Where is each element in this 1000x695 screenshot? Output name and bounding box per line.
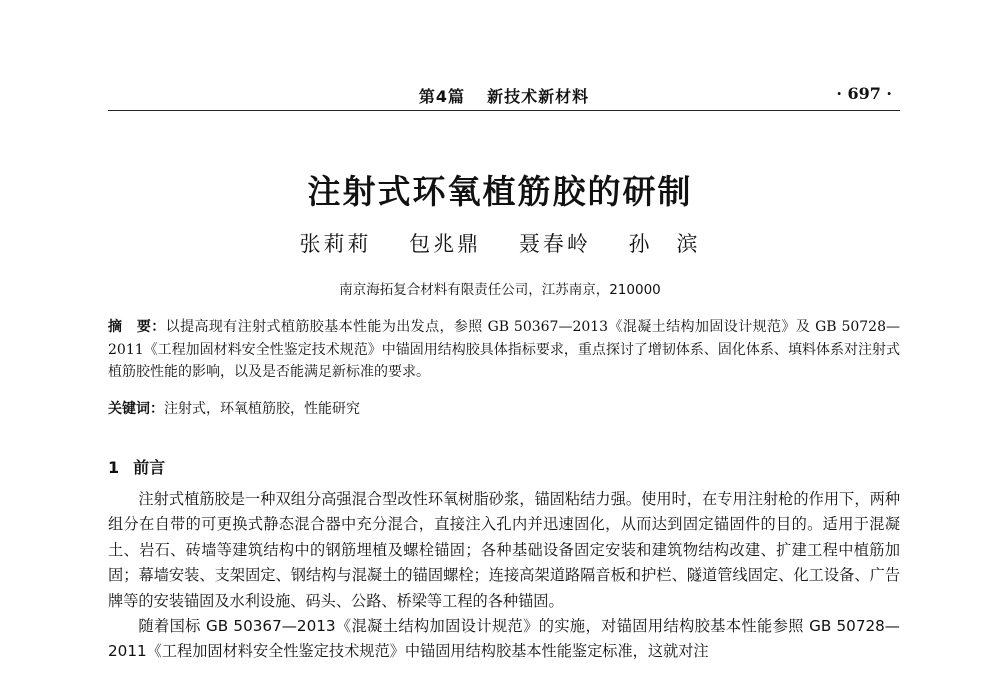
- section-title: 前言: [133, 458, 166, 477]
- section-label: 第4篇: [418, 87, 466, 106]
- author-name: 聂春岭: [518, 232, 591, 256]
- section-body: [108, 487, 900, 665]
- abstract: [108, 316, 900, 384]
- author-name: 包兆鼎: [409, 232, 482, 256]
- keywords-label: 关键词：: [108, 401, 164, 417]
- paper-title: 注射式环氧植筋胶的研制: [307, 172, 693, 211]
- author-list: [0, 228, 1000, 258]
- section-number: 1: [108, 458, 120, 477]
- keywords: [108, 398, 900, 420]
- page-number: · 697 ·: [836, 84, 892, 103]
- section-title: 新技术新材料: [487, 87, 590, 106]
- abstract-label: 摘 要：: [108, 319, 166, 335]
- running-header: [108, 80, 900, 111]
- author-name: 孙 滨: [628, 232, 701, 256]
- body-paragraph: 注射式植筋胶是一种双组分高强混合型改性环氧树脂砂浆，锚固粘结力强。使用时，在专用注射枪的作用下，两种组分在自带的可更换式静态混合器中充分混合，直接注入孔内并迅速固化，从而达到固定锚固件的目的。适用于混凝土、岩石、砖墙等建筑结构中的钢筋埋植及螺栓锚固；各种基础设备固定安装和建筑物结构改建、扩建工程中植筋加固；幕墙安装、支架固定、钢结构与混凝土的锚固螺栓；连接高架道路隔音板和护栏、隧道管线固定、化工设备、广告牌等的安装锚固及水利设施、码头、公路、桥梁等工程的各种锚固。: [108, 490, 900, 610]
- running-title: [108, 84, 900, 107]
- keywords-text: 注射式，环氧植筋胶，性能研究: [164, 401, 360, 417]
- section-heading: [108, 455, 165, 478]
- affiliation: 南京海拓复合材料有限责任公司，江苏南京，210000: [339, 282, 661, 298]
- body-paragraph: 随着国标 GB 50367—2013《混凝土结构加固设计规范》的实施，对锚固用结构胶基本性能参照 GB 50728—2011《工程加固材料安全性鉴定技术规范》中锚固用结构胶基本性能鉴定标准，这就对注: [108, 617, 900, 661]
- author-name: 张莉莉: [299, 232, 372, 256]
- abstract-text: 以提高现有注射式植筋胶基本性能为出发点，参照 GB 50367—2013《混凝土结构加固设计规范》及 GB 50728—2011《工程加固材料安全性鉴定技术规范》中锚固用结构胶具体指标要求，重点探讨了增韧体系、固化体系、填料体系对注射式植筋胶性能的影响，以及是否能满足新标准的要求。: [108, 319, 900, 380]
